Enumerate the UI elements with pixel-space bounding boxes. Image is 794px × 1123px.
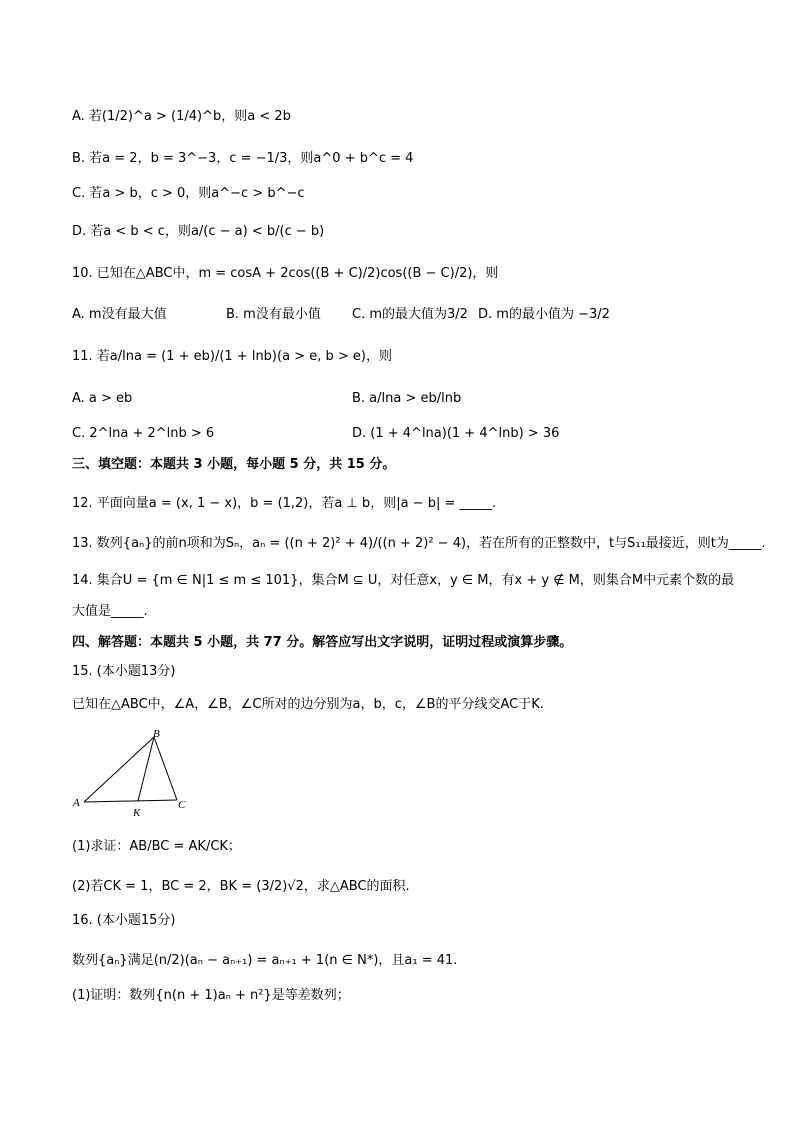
q10-option-c: C. m的最大值为3/2 [352, 307, 468, 322]
vertex-label-b: B [153, 728, 160, 740]
q14-stem: 14. 集合U = {m ∈ N|1 ≤ m ≤ 101}，集合M ⊆ U，对任意x，y ∈ M，有x + y ∉ M，则集合M中元素个数的最 [72, 573, 735, 588]
q15-part-2: (2)若CK = 1，BC = 2，BK = (3/2)√2，求△ABC的面积. [72, 879, 410, 894]
vertex-label-c: C [178, 799, 186, 811]
q11-option-d: D. (1 + 4^lna)(1 + 4^lnb) > 36 [352, 426, 560, 441]
q10-option-b: B. m没有最小值 [226, 307, 321, 322]
section-fill-in-heading: 三、填空题：本题共 3 小题，每小题 5 分，共 15 分。 [72, 457, 396, 472]
q16-header: 16. (本小题15分) [72, 913, 176, 928]
section-solution-heading: 四、解答题：本题共 5 小题，共 77 分。解答应写出文字说明，证明过程或演算步骤。 [72, 635, 573, 650]
q16-stem: 数列{aₙ}满足(n/2)(aₙ − aₙ₊₁) = aₙ₊₁ + 1(n ∈ N*)，且a₁ = 41. [72, 953, 458, 968]
q10-stem: 10. 已知在△ABC中，m = cosA + 2cos((B + C)/2)cos((B − C)/2)，则 [72, 266, 499, 281]
point-label-k: K [133, 807, 141, 819]
triangle-figure [70, 725, 200, 820]
q9-option-b: B. 若a = 2，b = 3^−3，c = −1/3，则a^0 + b^c = 4 [72, 151, 414, 166]
vertex-label-a: A [73, 797, 80, 809]
q15-part-1: (1)求证：AB/BC = AK/CK； [72, 839, 241, 854]
q14-stem-continued: 大值是_____. [72, 604, 148, 619]
q9-option-d: D. 若a < b < c，则a/(c − a) < b/(c − b) [72, 224, 325, 239]
q15-stem: 已知在△ABC中，∠A，∠B，∠C所对的边分别为a，b，c，∠B的平分线交AC于K. [72, 697, 544, 712]
q15-header: 15. (本小题13分) [72, 664, 176, 679]
q12-stem: 12. 平面向量a = (x, 1 − x)，b = (1,2)，若a ⊥ b，则|a − b| = _____. [72, 496, 497, 511]
q11-stem: 11. 若a/lna = (1 + eb)/(1 + lnb)(a > e, b > e)，则 [72, 349, 392, 364]
q13-stem: 13. 数列{aₙ}的前n项和为Sₙ，aₙ = ((n + 2)² + 4)/((n + 2)² − 4)，若在所有的正整数中，t与S₁₁最接近，则t为_____. [72, 536, 766, 551]
q10-option-a: A. m没有最大值 [72, 307, 167, 322]
q10-option-d: D. m的最小值为 −3/2 [478, 307, 610, 322]
q9-option-c: C. 若a > b，c > 0，则a^−c > b^−c [72, 186, 305, 201]
q9-option-a: A. 若(1/2)^a > (1/4)^b，则a < 2b [72, 109, 291, 124]
q16-part-1: (1)证明：数列{n(n + 1)aₙ + n²}是等差数列； [72, 988, 350, 1003]
q11-option-b: B. a/lna > eb/lnb [352, 391, 462, 406]
q11-option-a: A. a > eb [72, 391, 133, 406]
q11-option-c: C. 2^lna + 2^lnb > 6 [72, 426, 215, 441]
